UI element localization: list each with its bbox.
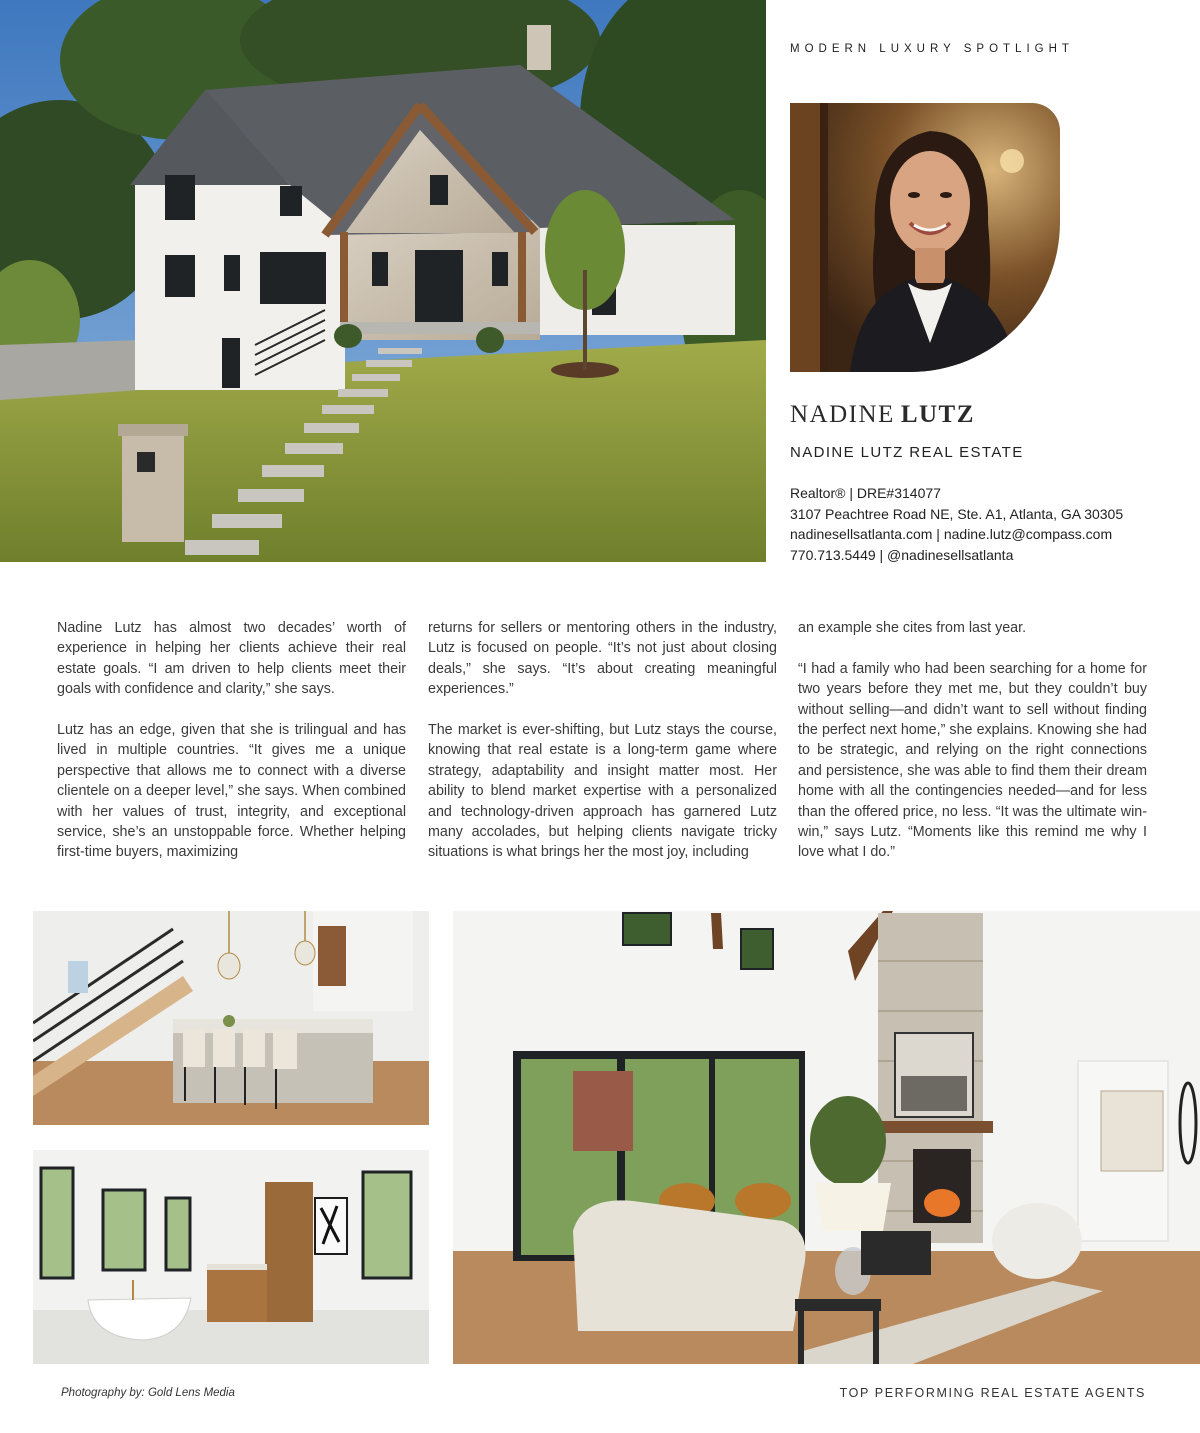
article-paragraph: Lutz has an edge, given that she is trilingual and has lived in multiple countries. “It gives me a unique perspective that allows me to connect with a diverse clientele on a deeper level,” she says. When combined with her values of trust, integrity, and exceptional service, she’s an unstoppable force. Whether helping first-time buyers, maximizing — [57, 722, 406, 861]
agent-name — [790, 401, 975, 429]
living-room-photo — [453, 911, 1200, 1364]
article-column-2 — [428, 618, 777, 863]
article-paragraph: Nadine Lutz has almost two decades’ worth of experience in helping her clients achieve their real estate goals. “I am driven to help clients meet their goals with confidence and clarity,” she says. — [57, 620, 406, 698]
hero-house-photo — [0, 0, 766, 562]
article-paragraph: The market is ever-shifting, but Lutz stays the course, knowing that real estate is a long-term game where strategy, adaptability and insight matter most. Her ability to blend market expertise with a personalized and technology-driven approach has garnered Lutz many accolades, but helping clients navigate tricky situations is what brings her the most joy, including — [428, 722, 777, 861]
article-column-1 — [57, 618, 406, 863]
agent-contact-block — [790, 483, 1123, 565]
bathroom-photo — [33, 1150, 429, 1364]
photo-credit: Photography by: Gold Lens Media — [61, 1387, 235, 1399]
footer-section-label: TOP PERFORMING REAL ESTATE AGENTS — [839, 1386, 1146, 1400]
contact-phone-social[interactable]: 770.713.5449 | @nadinesellsatlanta — [790, 546, 1014, 563]
kitchen-photo — [33, 911, 429, 1125]
contact-address: 3107 Peachtree Road NE, Ste. A1, Atlanta, GA 30305 — [790, 505, 1124, 522]
article-column-3 — [798, 618, 1147, 863]
article-paragraph: “I had a family who had been searching for a home for two years before they met me, but they couldn’t buy without selling—and didn’t want to sell without finding the perfect next home,” she explains. Knowing she had to be strategic, and relying on the right connections and persistence, she was able to find them their dream home with all the contingencies needed—and for less than the offered price, no less. “It was the ultimate win-win,” says Lutz. “Moments like this remind me why I love what I do.” — [798, 660, 1147, 861]
section-kicker: MODERN LUXURY SPOTLIGHT — [790, 43, 1074, 55]
article-paragraph: an example she cites from last year. — [798, 620, 1027, 636]
article-paragraph: returns for sellers or mentoring others in the industry, Lutz is focused on people. “It’s not just about closing deals,” she says. “It’s about creating meaningful experiences.” — [428, 620, 777, 698]
agent-last-name: LUTZ — [900, 401, 975, 428]
contact-license: Realtor® | DRE#314077 — [790, 485, 941, 501]
contact-web-email[interactable]: nadinesellsatlanta.com | nadine.lutz@compass.com — [790, 526, 1113, 542]
agent-portrait — [790, 103, 1060, 372]
agent-first-name: NADINE — [790, 401, 895, 428]
agent-company: NADINE LUTZ REAL ESTATE — [790, 444, 1024, 461]
